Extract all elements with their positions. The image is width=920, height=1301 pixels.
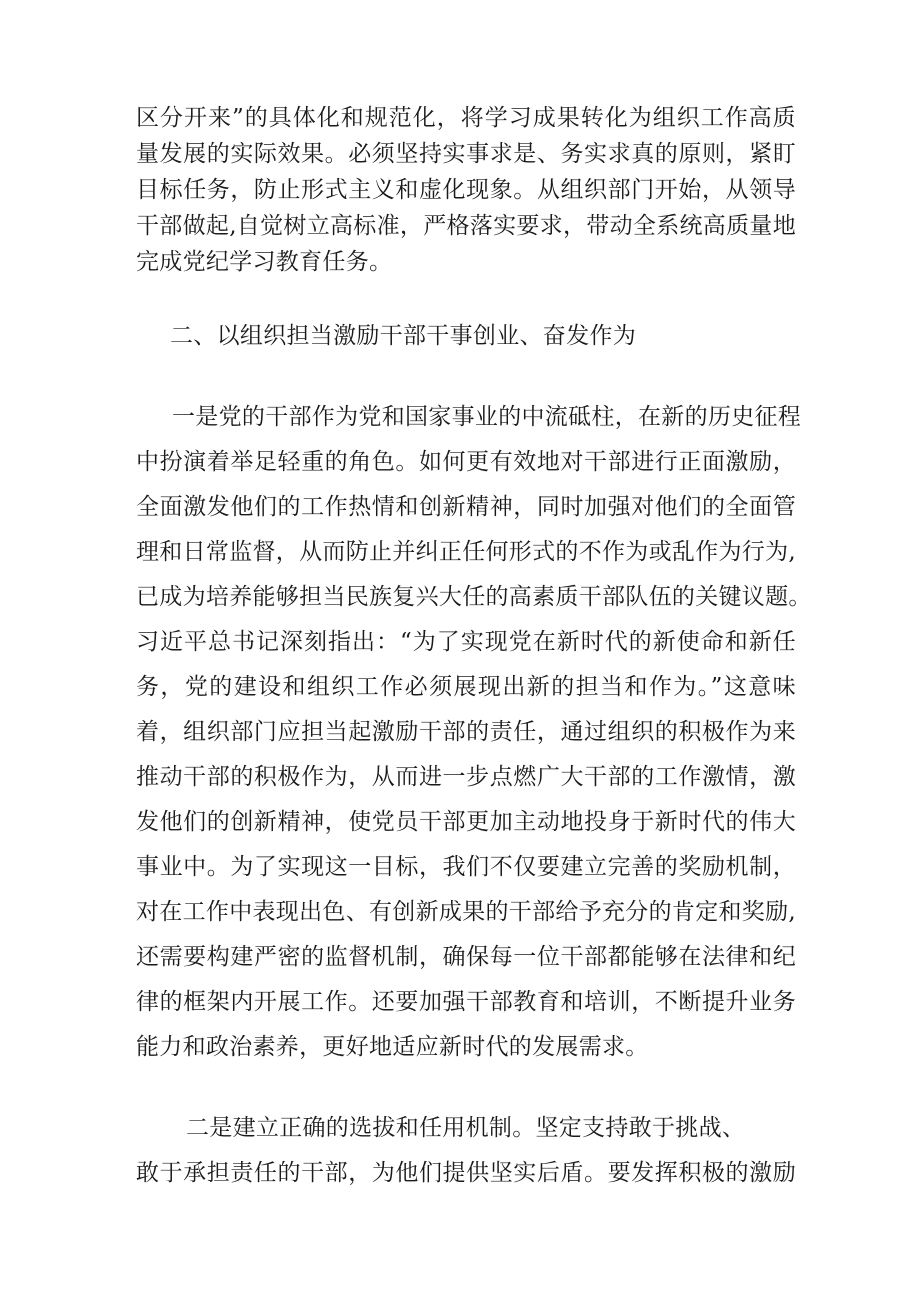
text-line: 敢于承担责任的干部，为他们提供坚实后盾。要发挥积极的激励 [136, 1160, 796, 1186]
text-line: 还需要构建严密的监督机制，确保每一位干部都能够在法律和纪 [136, 944, 796, 970]
text-line: 能力和政治素养，更好地适应新时代的发展需求。 [136, 1034, 649, 1060]
text-line: 量发展的实际效果。必须坚持实事求是、务实求真的原则，紧盯 [136, 141, 796, 167]
text-line: 理和日常监督，从而防止并纠正任何形式的不作为或乱作为行为, [136, 539, 797, 565]
text-line: 干部做起,自觉树立高标准，严格落实要求，带动全系统高质量地 [136, 213, 797, 239]
text-line: 一是党的干部作为党和国家事业的中流砥柱，在新的历史征程 [172, 404, 802, 430]
text-line: 推动干部的积极作为，从而进一步点燃广大干部的工作激情，激 [136, 764, 796, 790]
text-line: 完成党纪学习教育任务。 [136, 249, 393, 275]
text-line: 中扮演着举足轻重的角色。如何更有效地对干部进行正面激励， [136, 449, 796, 475]
section-heading: 二、以组织担当激励干部干事创业、奋发作为 [170, 323, 636, 349]
text-line: 区分开来”的具体化和规范化，将学习成果转化为组织工作高质 [136, 105, 796, 131]
text-line: 习近平总书记深刻指出：“为了实现党在新时代的新使命和新任 [136, 629, 796, 655]
text-line: 事业中。为了实现这一目标，我们不仅要建立完善的奖励机制， [136, 854, 796, 880]
text-line: 律的框架内开展工作。还要加强干部教育和培训，不断提升业务 [136, 989, 796, 1015]
text-line: 目标任务，防止形式主义和虚化现象。从组织部门开始，从领导 [136, 177, 796, 203]
text-line: 着，组织部门应担当起激励干部的责任，通过组织的积极作为来 [136, 719, 796, 745]
text-line: 全面激发他们的工作热情和创新精神，同时加强对他们的全面管 [136, 494, 796, 520]
text-line: 发他们的创新精神，使党员干部更加主动地投身于新时代的伟大 [136, 809, 796, 835]
text-line: 二是建立正确的选拔和任用机制。坚定支持敢于挑战、 [186, 1115, 746, 1141]
text-line: 已成为培养能够担当民族复兴大任的高素质干部队伍的关键议题。 [136, 584, 812, 610]
text-line: 对在工作中表现出色、有创新成果的干部给予充分的肯定和奖励, [136, 899, 797, 925]
text-line: 务，党的建设和组织工作必须展现出新的担当和作为。”这意味 [136, 674, 796, 700]
